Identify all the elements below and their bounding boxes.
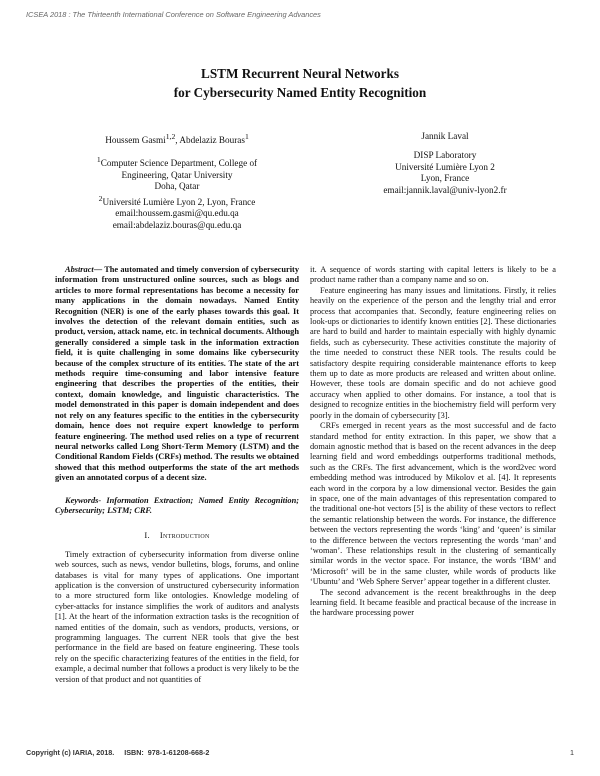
title-line-2: for Cybersecurity Named Entity Recognition — [173, 85, 427, 100]
paragraph: Feature engineering has many issues and limitations. Firstly, it relies heavily on the experience of the person and the lengthy trial and error process that accompanies that. Secondly, feature engineering relies on look-ups or dictionaries to identify known entities [2]. These dictionaries are hard to build and harder to maintain especially with highly dynamic fields, such as cybersecurity. These activities constitute the majority of the time needed to construct these NER tools. The results could be satisfactory despite requiring considerable maintenance efforts to keep them up to date as more products are released and written about online. However, these tools are domain specific and do not achieve good accuracy when applied to other domains. For instance, a tool that is designed to recognize entities in the biochemistry field will perform very poorly in the domain of cybersecurity [3]. — [310, 285, 556, 420]
abstract — [55, 265, 299, 484]
author-names: Houssem Gasmi$^{1,2}$, Abdelaziz Bouras$^1$ — [105, 132, 249, 146]
author-email: email:houssem.gasmi@qu.edu.qa — [115, 208, 239, 219]
affiliation-line: $^1$Computer Science Department, College of — [96, 155, 258, 169]
affiliation-line: Engineering, Qatar University — [121, 169, 233, 180]
section-heading: I. Introduction — [144, 530, 210, 541]
paragraph: Timely extraction of cybersecurity information from diverse online web sources, such as news, vendor bulletins, blogs, forums, and online databases is vital for many types of applications. One important application is the conversion of unstructured cybersecurity information to a more structured form like ontologies. Knowledge modeling of cyber-attacks for instance simplifies the work of auditors and analysts [1]. At the heart of the information extraction tasks is the recognition of named entities of the domain, such as vendors, products, versions, or programming languages. The current NER tools that give the best performance in the field are based on feature engineering. These tools rely on the specific characterizing features of the entities in the field, for example, a decimal number that follows a product is very likely to be the version of that product and not quantities of — [55, 549, 299, 684]
author-email: email:jannik.laval@univ-lyon2.fr — [383, 184, 507, 195]
affiliation-line: Doha, Qatar — [154, 181, 200, 192]
left-column — [55, 265, 299, 685]
abstract-text: — The automated and timely conversion of cybersecurity information from unstructured online sources, such as blogs and articles to more formal representations has become a necessity for many applications in the domain nowadays. Named Entity Recognition (NER) is one of the early phases towards this goal. It involves the detection of the relevant domain entities, such as product, version, attack name, etc. in technical documents. Although generally considered a simple task in the information extraction field, it is quite challenging in some domains like cybersecurity because of the complex structure of its entities. The state of the art methods require time-consuming and labor intensive feature engineering that describes the properties of the entities, their context, domain knowledge, and linguistic characteristics. The model demonstrated in this paper is domain independent and does not rely on any features specific to the entities in the cybersecurity domain, hence does not require expert knowledge to perform feature engineering. The method used relies on a type of recurrent neural networks called Long Short-Term Memory (LSTM) and the Conditional Random Fields (CRFs) method. The results we obtained showed that this method outperforms the state of the art methods given an annotated corpus of a decent size. — [55, 265, 299, 483]
page-footer — [26, 748, 574, 757]
affiliation-line: Lyon, France — [420, 173, 470, 184]
title-line-1: LSTM Recurrent Neural Networks — [201, 66, 399, 81]
author-email: email:abdelaziz.bouras@qu.edu.qa — [112, 219, 242, 230]
affiliation-line: $^2$Université Lumière Lyon 2, Lyon, France — [98, 193, 256, 207]
author-block-2 — [345, 131, 545, 196]
copyright-line: Copyright (c) IARIA, 2018. ISBN: 978-1-61208-668-2 — [26, 748, 210, 757]
affiliation-line: DISP Laboratory — [413, 150, 477, 161]
paragraph: The second advancement is the recent breakthroughs in the deep learning field. It became feasible and practical because of the increase in the hardware processing power — [310, 587, 556, 618]
page-number: 1 — [570, 748, 574, 757]
paragraph: it. A sequence of words starting with capital letters is likely to be a product name rather than a company name and so on. — [310, 265, 556, 285]
author-name: Jannik Laval — [421, 131, 469, 141]
affiliation-line: Université Lumière Lyon 2 — [395, 161, 495, 172]
paper-title — [0, 64, 600, 102]
running-header: ICSEA 2018 : The Thirteenth International Conference on Software Engineering Advances — [26, 10, 321, 19]
abstract-label: Abstract — [65, 265, 94, 274]
keywords: Keywords- Information Extraction; Named Entity Recognition; Cybersecurity; LSTM; CRF. — [55, 495, 299, 515]
paragraph: CRFs emerged in recent years as the most successful and de facto standard method for entity extraction. In this paper, we show that a domain agnostic method that is based on the recent advances in the deep learning field and word embeddings outperforms traditional methods, such as the CRFs. The first advancement, which is the word2vec word embedding method was introduced by Mikolov et al. [4]. It represents each word in the corpora by a low dimensional vector. Besides the gain in space, one of the main advantages of this representation compared to the traditional one-hot vectors [5] is the ability of these vectors to reflect the semantic relationship between the words. For instance, the difference between the vectors representing the words ‘king’ and ‘queen’ is similar to the difference between the vectors representing the words ‘man’ and ‘woman’. These relationships result in the clustering of semantically similar words in the vector space. For instance, the words ‘IBM’ and ‘Microsoft’ will be in the same cluster, while words of products like ‘Ubuntu’ and ‘Web Sphere Server’ appear together in a different cluster. — [310, 421, 556, 587]
right-column — [310, 265, 556, 619]
author-block-1 — [62, 131, 292, 231]
